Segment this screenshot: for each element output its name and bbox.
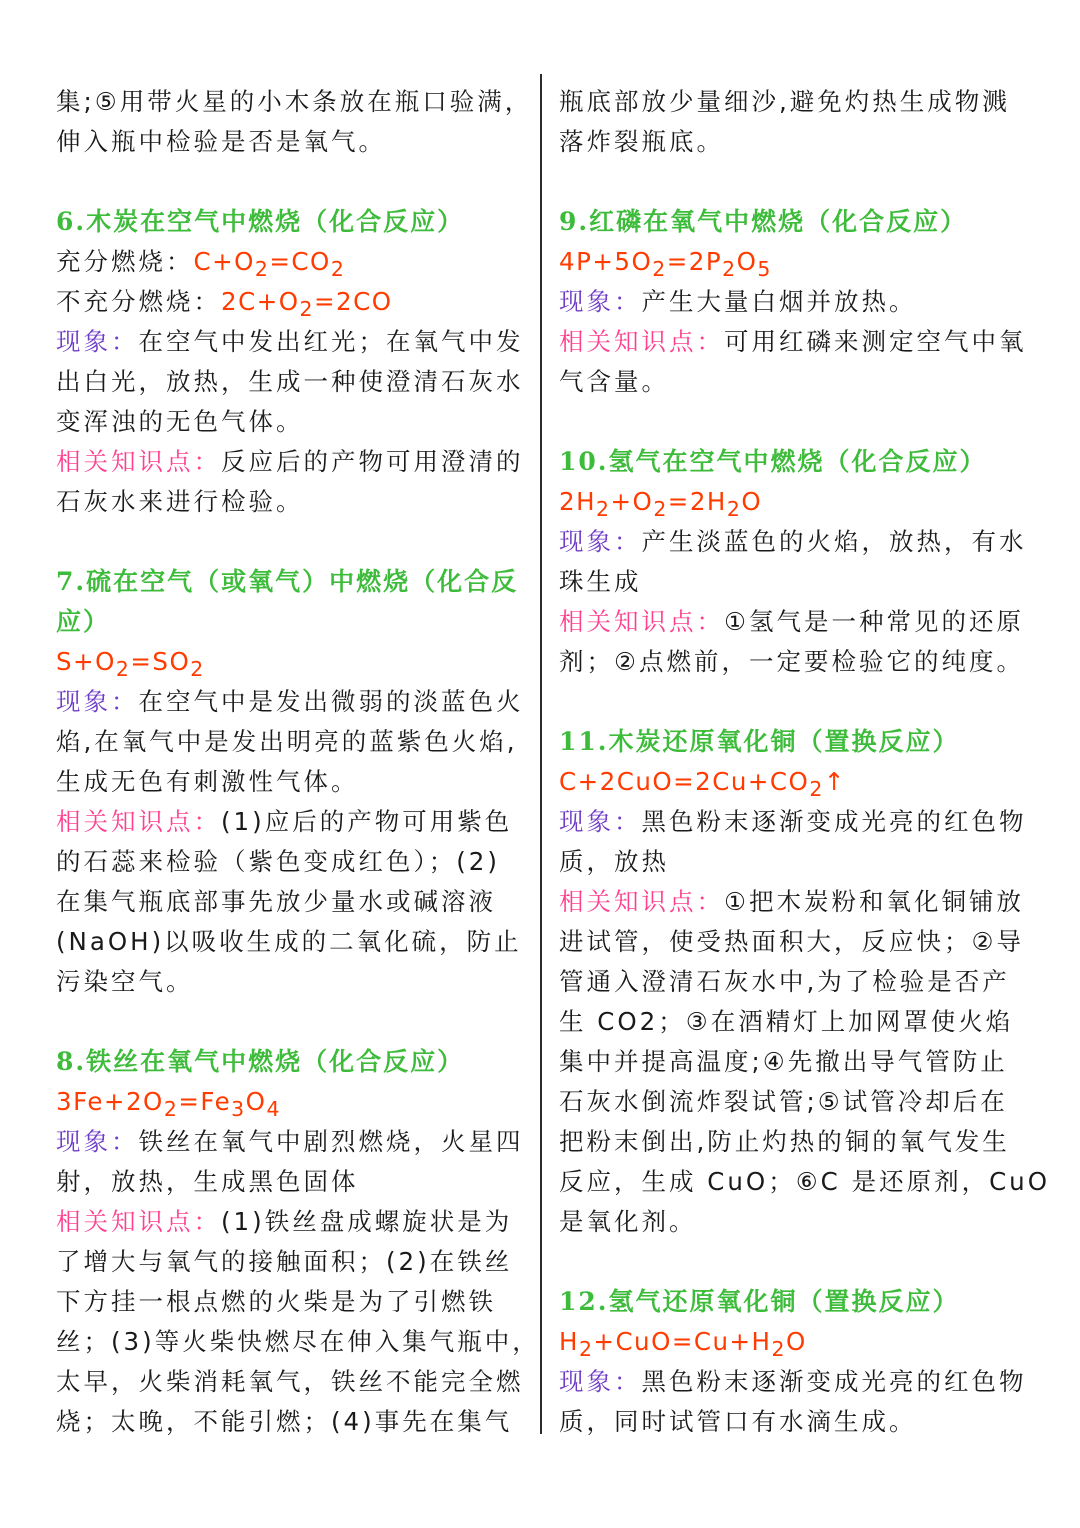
equation-text: +CuO=Cu+H [593, 1327, 772, 1356]
phenomenon-label: 现象： [56, 687, 139, 716]
body-text: 8.铁丝在氧气中燃烧（化合反应） [56, 1047, 465, 1076]
text-line [56, 282, 532, 322]
body-text: 进试管，使受热面积大，反应快；②导 [559, 927, 1024, 956]
text-line [559, 522, 1029, 562]
related-knowledge-label: 相关知识点： [559, 607, 724, 636]
body-text: 质，同时试管口有水滴生成。 [559, 1407, 917, 1436]
body-text: 黑色粉末逐渐变成光亮的红色物 [641, 1367, 1027, 1396]
body-text: 12.氢气还原氧化铜（置换反应） [559, 1287, 960, 1316]
body-text: 剂；②点燃前，一定要检验它的纯度。 [559, 647, 1024, 676]
text-line [56, 1202, 532, 1242]
body-text: 黑色粉末逐渐变成光亮的红色物 [641, 807, 1027, 836]
equation-text: 2C+O [221, 287, 300, 316]
body-text: 变浑浊的无色气体。 [56, 407, 304, 436]
phenomenon-label: 现象： [559, 527, 642, 556]
body-text: 产生大量白烟并放热。 [641, 287, 917, 316]
text-line [56, 1162, 532, 1202]
equation-text: H [559, 1327, 579, 1356]
equation-subscript: 2 [163, 1096, 179, 1121]
body-text: 充分燃烧： [56, 247, 194, 276]
equation-subscript: 2 [653, 496, 668, 521]
text-line [559, 562, 1029, 602]
text-line [559, 882, 1029, 922]
text-line [559, 1042, 1029, 1082]
equation-subscript: 2 [652, 256, 667, 281]
body-text: 6.木炭在空气中燃烧（化合反应） [56, 207, 465, 236]
equation-text: =Fe [178, 1087, 232, 1116]
text-line [56, 722, 532, 762]
text-line [56, 442, 532, 482]
body-text: 质，放热 [559, 847, 669, 876]
equation-subscript: 3 [231, 1096, 246, 1121]
right-column [559, 82, 1050, 1442]
section-title [559, 442, 1029, 482]
equation-text: C+O [193, 247, 255, 276]
related-knowledge-label: 相关知识点： [56, 447, 221, 476]
phenomenon-label: 现象： [56, 1127, 139, 1156]
text-line [56, 762, 532, 802]
body-text: 生 CO2；③在酒精灯上加网罩使火焰 [559, 1007, 1014, 1036]
body-text: 应） [56, 607, 111, 636]
body-text: (NaOH)以吸收生成的二氧化硫，防止 [56, 927, 522, 956]
section-title [559, 722, 1029, 762]
body-text: 集;⑤用带火星的小木条放在瓶口验满， [56, 87, 533, 116]
body-text: 在空气中发出红光；在氧气中发 [138, 327, 524, 356]
body-text: 不充分燃烧： [56, 287, 221, 316]
body-text: 11.木炭还原氧化铜（置换反应） [559, 727, 960, 756]
phenomenon-label: 现象： [559, 807, 642, 836]
body-text: 反应后的产物可用澄清的 [221, 447, 524, 476]
section-title [56, 602, 532, 642]
section-gap [56, 1002, 532, 1042]
body-text: 在集气瓶底部事先放少量水或碱溶液 [56, 887, 496, 916]
equation-text: =2H [667, 487, 727, 516]
equation-text: O [245, 1087, 267, 1116]
section-title [559, 202, 1029, 242]
body-text: 集中并提高温度;④先撤出导气管防止 [559, 1047, 1008, 1076]
section-title [56, 562, 532, 602]
equation-subscript: 2 [771, 1336, 786, 1361]
text-line [559, 602, 1029, 642]
body-text: 气含量。 [559, 367, 669, 396]
phenomenon-label: 现象： [559, 1367, 642, 1396]
equation-text: =SO [130, 647, 191, 676]
equation-text: O [785, 1327, 807, 1356]
text-line [559, 82, 1029, 122]
text-line [559, 362, 1029, 402]
equation-text: +O [610, 487, 654, 516]
body-text: ①氢气是一种常见的还原 [724, 607, 1024, 636]
left-column [56, 82, 540, 1442]
body-text: 珠生成 [559, 567, 642, 596]
text-line [559, 322, 1029, 362]
text-line [56, 922, 532, 962]
phenomenon-label: 现象： [559, 287, 642, 316]
text-line [56, 962, 532, 1002]
equation-text: 3Fe+2O [56, 1087, 164, 1116]
equation-subscript: 2 [596, 496, 611, 521]
equation-subscript: 4 [266, 1096, 281, 1121]
body-text: ①把木炭粉和氧化铜铺放 [724, 887, 1024, 916]
body-text: 出白光，放热，生成一种使澄清石灰水 [56, 367, 524, 396]
equation-subscript: 2 [809, 776, 824, 801]
text-line [559, 122, 1029, 162]
body-text: 石灰水来进行检验。 [56, 487, 304, 516]
equation-subscript: 2 [578, 1336, 594, 1361]
text-line [559, 1202, 1029, 1242]
text-line [56, 122, 532, 162]
section-gap [559, 682, 1029, 722]
related-knowledge-label: 相关知识点： [56, 807, 221, 836]
body-text: 10.氢气在空气中燃烧（化合反应） [559, 447, 987, 476]
text-line [559, 1002, 1029, 1042]
text-line [56, 322, 532, 362]
body-text: 伸入瓶中检验是否是氧气。 [56, 127, 386, 156]
equation-subscript: 5 [757, 256, 772, 281]
body-text: (1)应后的产物可用紫色 [221, 807, 513, 836]
text-line [56, 1282, 532, 1322]
section-gap [559, 1242, 1029, 1282]
section-title [56, 202, 532, 242]
text-line [559, 642, 1029, 682]
related-knowledge-label: 相关知识点： [56, 1207, 221, 1236]
body-text: 的石蕊来检验（紫色变成红色）；(2) [56, 847, 500, 876]
equation-subscript: 2 [722, 256, 737, 281]
body-text: 生成无色有刺激性气体。 [56, 767, 359, 796]
body-text: 瓶底部放少量细沙,避免灼热生成物溅 [559, 87, 1010, 116]
column-divider [540, 74, 542, 1434]
equation-text: S+O [56, 647, 116, 676]
body-text: 产生淡蓝色的火焰，放热，有水 [641, 527, 1027, 556]
equation-subscript: 2 [726, 496, 742, 521]
text-line [56, 1362, 532, 1402]
text-line [559, 1082, 1029, 1122]
text-line [559, 962, 1029, 1002]
equation-text: 4P+5O [559, 247, 653, 276]
section-title [559, 1282, 1029, 1322]
text-line [56, 1122, 532, 1162]
text-line [559, 802, 1029, 842]
equation-text: =2CO [314, 287, 393, 316]
equation-text: O [736, 247, 758, 276]
section-title [56, 1042, 532, 1082]
equation-subscript: 2 [299, 296, 314, 321]
text-line [56, 1242, 532, 1282]
equation-text: =2P [666, 247, 723, 276]
related-knowledge-label: 相关知识点： [559, 327, 724, 356]
body-text: 焰,在氧气中是发出明亮的蓝紫色火焰, [56, 727, 518, 756]
body-text: 铁丝在氧气中剧烈燃烧，火星四 [138, 1127, 524, 1156]
body-text: 污染空气。 [56, 967, 194, 996]
body-text: 石灰水倒流炸裂试管;⑤试管冷却后在 [559, 1087, 1008, 1116]
text-line [56, 362, 532, 402]
body-text: 7.硫在空气（或氧气）中燃烧（化合反 [56, 567, 519, 596]
equation-text: O [741, 487, 763, 516]
text-line [559, 282, 1029, 322]
text-line [56, 402, 532, 442]
text-line [559, 1322, 1029, 1362]
body-text: 了增大与氧气的接触面积；(2)在铁丝 [56, 1247, 513, 1276]
body-text: 下方挂一根点燃的火柴是为了引燃铁 [56, 1287, 496, 1316]
body-text: 是氧化剂。 [559, 1207, 697, 1236]
phenomenon-label: 现象： [56, 327, 139, 356]
text-line [56, 682, 532, 722]
body-text: 在空气中是发出微弱的淡蓝色火 [138, 687, 524, 716]
text-line [56, 242, 532, 282]
section-gap [56, 162, 532, 202]
text-line [559, 482, 1029, 522]
text-line [559, 922, 1029, 962]
equation-subscript: 2 [115, 656, 131, 681]
related-knowledge-label: 相关知识点： [559, 887, 724, 916]
text-line [559, 1162, 1050, 1202]
text-line [559, 1362, 1029, 1402]
text-line [56, 1082, 532, 1122]
text-line [56, 802, 532, 842]
text-line [56, 482, 532, 522]
body-text: 9.红磷在氧气中燃烧（化合反应） [559, 207, 968, 236]
body-text: 管通入澄清石灰水中,为了检验是否产 [559, 967, 1010, 996]
body-text: 落炸裂瓶底。 [559, 127, 724, 156]
body-text: 丝；(3)等火柴快燃尽在伸入集气瓶中， [56, 1327, 540, 1356]
text-line [56, 82, 532, 122]
body-text: 射，放热，生成黑色固体 [56, 1167, 359, 1196]
section-gap [559, 162, 1029, 202]
text-line [56, 842, 532, 882]
body-text: 反应，生成 CuO；⑥C 是还原剂，CuO [559, 1167, 1050, 1196]
text-line [56, 642, 532, 682]
text-line [559, 842, 1029, 882]
body-text: 太早，火柴消耗氧气，铁丝不能完全燃 [56, 1367, 524, 1396]
text-line [56, 1402, 532, 1442]
equation-subscript: 2 [330, 256, 346, 281]
equation-subscript: 2 [190, 656, 205, 681]
body-text: 烧；太晚，不能引燃；(4)事先在集气 [56, 1407, 513, 1436]
section-gap [56, 522, 532, 562]
text-line [56, 1322, 540, 1362]
section-gap [559, 402, 1029, 442]
text-line [56, 882, 532, 922]
equation-subscript: 2 [254, 256, 270, 281]
equation-text: =CO [269, 247, 331, 276]
equation-text: 2H [559, 487, 597, 516]
body-text: 可用红磷来测定空气中氧 [724, 327, 1027, 356]
equation-text: ↑ [823, 767, 846, 796]
equation-text: C+2CuO=2Cu+CO [559, 767, 810, 796]
text-line [559, 762, 1029, 802]
text-line [559, 1402, 1029, 1442]
body-text: (1)铁丝盘成螺旋状是为 [221, 1207, 513, 1236]
body-text: 把粉末倒出,防止灼热的铜的氧气发生 [559, 1127, 1010, 1156]
text-line [559, 1122, 1029, 1162]
text-line [559, 242, 1029, 282]
